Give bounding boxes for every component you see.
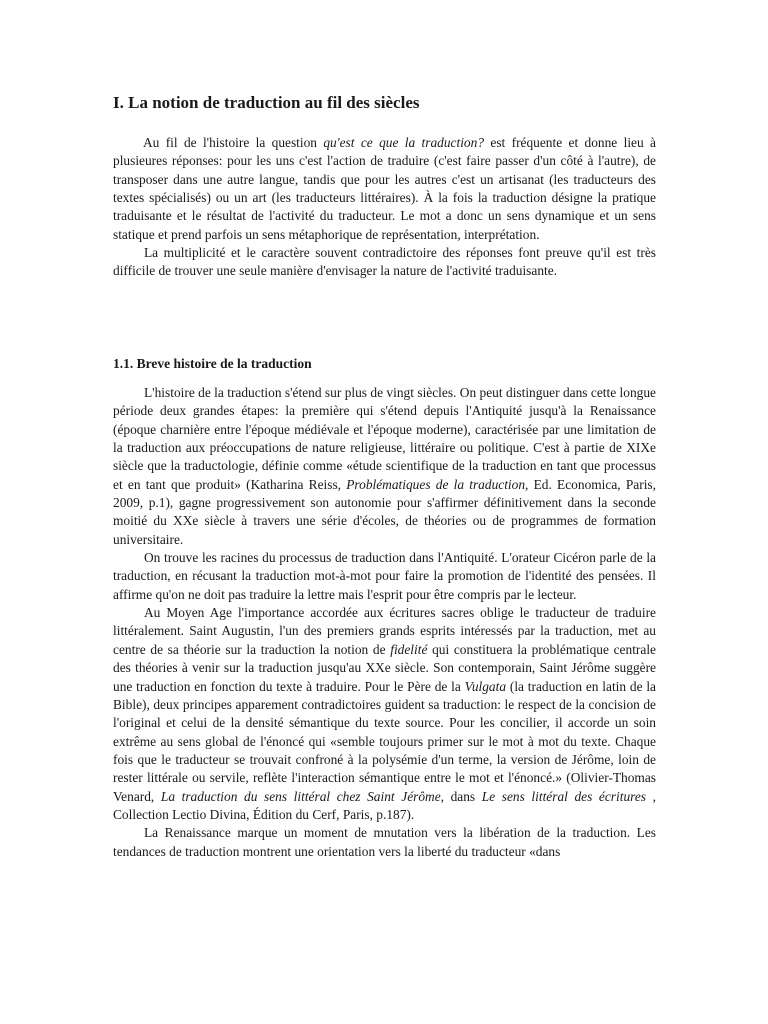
paragraph: Au fil de l'histoire la question qu'est ce que la traduction? est fréquente et donne lieu à plusieures réponses: pour les uns c'est l'action de traduire (c'est faire passer d'un côté à l'autre), de transposer dans une autre langue, tandis que pour les autres c'est un artisanat (les traducteurs des textes spécialisés) ou un art (les traducteurs littéraires). À la fois la traduction désigne la pratique traduisante et le résultat de l'activité du traducteur. Le mot a donc un sens dynamique et un sens statique et prend parfois un sens métaphorique de représentation, interprétation. [113, 135, 656, 242]
paragraph: L'histoire de la traduction s'étend sur plus de vingt siècles. On peut distinguer dans cette longue période deux grandes étapes: la première qui s'étend depuis l'Antiquité jusqu'à la Renaissance (époque charnière entre l'époque médiévale et l'époque moderne), caractérisée par une limitation de la traduction aux préoccupations de nature religieuse, littéraire ou politique. C'est à partie de XIXe siècle que la traductologie, définie comme «étude scientifique de la traduction en tant que processus et en tant que produit» (Katharina Reiss, Problématiques de la traduction, Ed. Economica, Paris, 2009, p.1), gagne progressivement son autonomie pour s'affirmer définitivement dans la seconde moitié du XXe siècle à travers une série d'écoles, de théories ou de programmes de formation universitaire. [113, 385, 656, 547]
subsection-body [113, 384, 656, 861]
section-intro [113, 134, 656, 281]
paragraph: La multiplicité et le caractère souvent contradictoire des réponses font preuve qu'il est très difficile de trouver une seule manière d'envisager la nature de l'activité traduisante. [113, 245, 656, 279]
subsection-title: 1.1. Breve histoire de la traduction [113, 356, 312, 371]
paragraph: On trouve les racines du processus de traduction dans l'Antiquité. L'orateur Cicéron parle de la traduction, en récusant la traduction mot-à-mot pour faire la promotion de l'identité des pensées. Il affirme qu'on ne doit pas traduire la lettre mais l'esprit pour être compris par le lecteur. [113, 550, 656, 602]
paragraph: Au Moyen Age l'importance accordée aux écritures sacres oblige le traducteur de traduire littéralement. Saint Augustin, l'un des premiers grands esprits intéressés par la traduction, met au centre de sa théorie sur la traduction la notion de fidelité qui constituera la problématique centrale des théories à venir sur la traduction jusqu'au XXe siècle. Son contemporain, Saint Jérôme suggère une traduction en fonction du texte à traduire. Pour le Père de la Vulgata (la traduction en latin de la Bible), deux principes apparement contradictoires guident sa traduction: le respect de la concision de l'original et celui de la densité sémantique du texte source. Pour les concilier, il accorde un soin extrême au sens global de l'énoncé qui «semble toujours primer sur le mot à mot du texte. Chaque fois que le traducteur se trouvait confroné à la polysémie d'un terme, la version de Jérôme, loin de rester littérale ou servile, reflète l'interaction sémantique entre le mot et l'énoncé.» (Olivier-Thomas Venard, La traduction du sens littéral chez Saint Jérôme, dans Le sens littéral des écritures , Collection Lectio Divina, Édition du Cerf, Paris, p.187). [113, 605, 656, 822]
paragraph: La Renaissance marque un moment de mnutation vers la libération de la traduction. Les tendances de traduction montrent une orientation vers la liberté du traducteur «dans [113, 825, 656, 859]
section-title: I. La notion de traduction au fil des siècles [113, 93, 420, 112]
